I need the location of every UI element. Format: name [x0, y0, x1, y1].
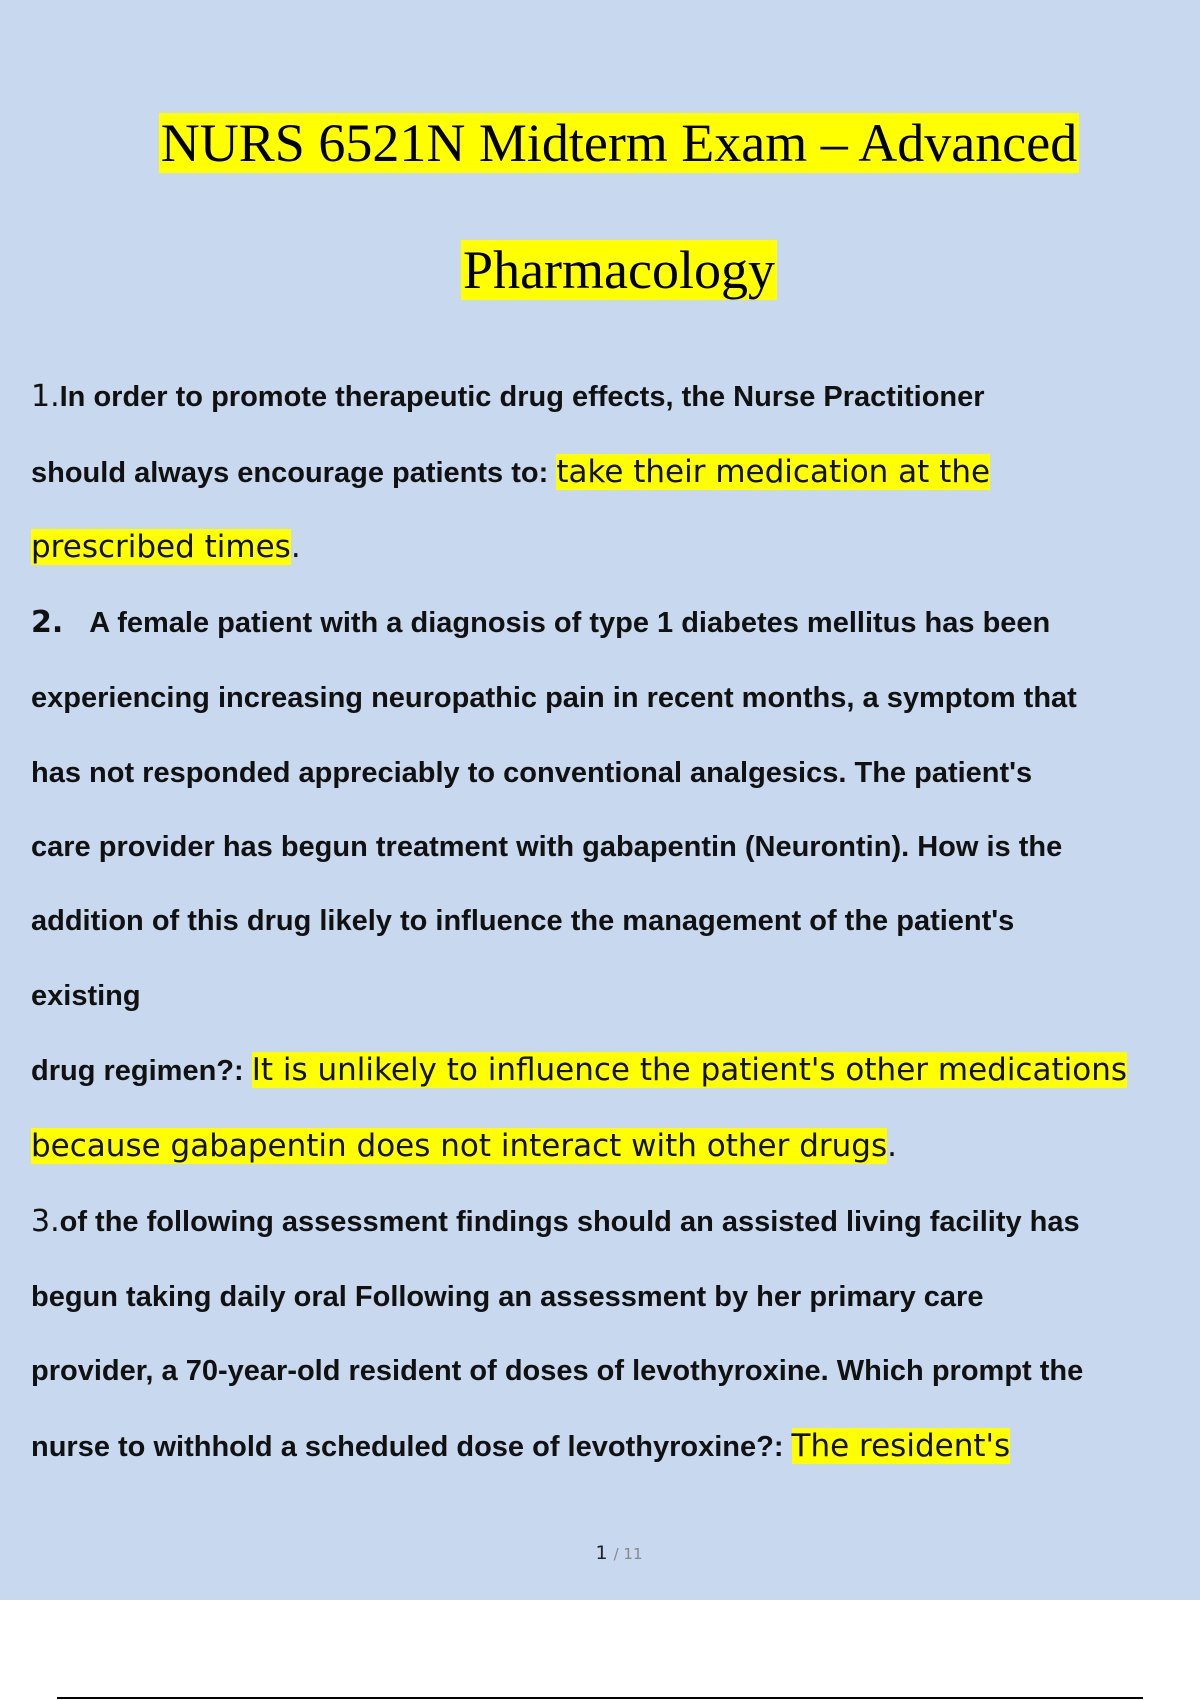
question-2-line-3: has not responded appreciably to conventional analgesics. The patient's	[31, 757, 1033, 789]
question-3-line-4: nurse to withhold a scheduled dose of levothyroxine?: The resident's	[31, 1428, 1011, 1464]
question-3-line-3: provider, a 70-year-old resident of doses of levothyroxine. Which prompt the	[31, 1355, 1084, 1387]
current-page: 1	[595, 1542, 608, 1564]
question-3-line-2: begun taking daily oral Following an assessment by her primary care	[31, 1281, 984, 1313]
document-title-line-1: NURS 6521N Midterm Exam – Advanced	[160, 113, 1078, 173]
question-1-line-2: should always encourage patients to: take their medication at the	[31, 454, 991, 490]
question-number: 2.	[31, 605, 64, 640]
answer-highlight: because gabapentin does not interact with other drugs	[31, 1128, 888, 1164]
document-title-line-2: Pharmacology	[463, 240, 775, 300]
question-number: 1.	[31, 379, 60, 414]
page-number	[0, 1542, 1200, 1564]
question-number: 3.	[31, 1204, 60, 1239]
question-2-line-2: experiencing increasing neuropathic pain in recent months, a symptom that	[31, 682, 1077, 714]
question-2-line-5: addition of this drug likely to influence the management of the patient's	[31, 905, 1015, 937]
answer-highlight: The resident's	[791, 1428, 1011, 1464]
answer-highlight: prescribed times	[31, 529, 291, 565]
page-divider	[57, 1697, 1143, 1699]
total-pages: / 11	[613, 1545, 643, 1563]
question-2-line-6: existing	[31, 980, 141, 1012]
question-1-line-3: prescribed times.	[31, 529, 301, 565]
answer-highlight: take their medication at the	[556, 454, 991, 490]
question-2-line-8: because gabapentin does not interact with other drugs.	[31, 1128, 897, 1164]
question-1-line-1: 1.In order to promote therapeutic drug effects, the Nurse Practitioner	[31, 379, 985, 414]
question-2-line-4: care provider has begun treatment with gabapentin (Neurontin). How is the	[31, 831, 1063, 863]
question-3-line-1: 3.of the following assessment findings should an assisted living facility has	[31, 1204, 1080, 1239]
answer-highlight: It is unlikely to influence the patient's other medications	[251, 1052, 1127, 1088]
question-2-line-1: 2. A female patient with a diagnosis of type 1 diabetes mellitus has been	[31, 605, 1051, 640]
question-2-line-7: drug regimen?: It is unlikely to influence the patient's other medications	[31, 1052, 1127, 1088]
